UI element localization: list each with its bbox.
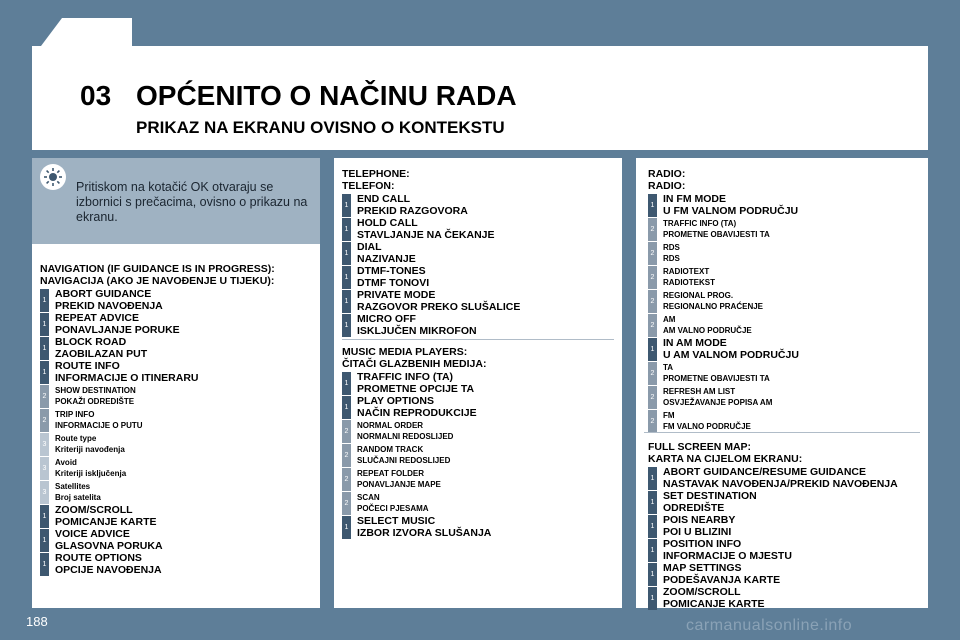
menu-item bbox=[342, 444, 491, 467]
menu-item-line: SHOW DESTINATION bbox=[55, 386, 136, 395]
menu-item-line: NORMAL ORDER bbox=[357, 421, 424, 430]
menu-item-line: U AM VALNOM PODRUČJU bbox=[663, 348, 799, 361]
level-badge: 2 bbox=[648, 290, 657, 313]
level-badge: 2 bbox=[342, 468, 351, 491]
page-number: 188 bbox=[26, 614, 48, 629]
menu-item bbox=[648, 242, 799, 265]
section-title-line: NAVIGATION (IF GUIDANCE IS IN PROGRESS): bbox=[40, 263, 275, 275]
menu-item bbox=[342, 492, 491, 515]
level-badge: 3 bbox=[40, 481, 49, 504]
menu-item bbox=[40, 553, 275, 576]
menu-item-line: ODREDIŠTE bbox=[663, 501, 725, 514]
menu-item-text bbox=[351, 314, 477, 337]
menu-item-line: Route type bbox=[55, 434, 97, 443]
menu-item-text bbox=[351, 445, 450, 466]
chapter-number: 03 bbox=[80, 80, 112, 111]
menu-item-text bbox=[657, 467, 898, 490]
menu-item-line: REPEAT ADVICE bbox=[55, 312, 140, 324]
level-badge: 2 bbox=[648, 410, 657, 433]
sun-icon bbox=[40, 164, 66, 190]
menu-item bbox=[648, 290, 799, 313]
menu-item bbox=[648, 515, 898, 538]
menu-item bbox=[342, 372, 491, 395]
level-badge: 2 bbox=[40, 385, 49, 408]
menu-item bbox=[342, 516, 491, 539]
menu-item-line: ZOOM/SCROLL bbox=[55, 504, 133, 516]
section-music bbox=[342, 346, 491, 539]
menu-item-text bbox=[351, 266, 429, 289]
menu-item-line: VOICE ADVICE bbox=[55, 528, 130, 540]
menu-item-line: PODEŠAVANJA KARTE bbox=[663, 573, 781, 586]
menu-item bbox=[648, 410, 799, 433]
menu-item-line: PREKID RAZGOVORA bbox=[357, 204, 468, 217]
menu-item bbox=[648, 386, 799, 409]
level-badge: 1 bbox=[40, 553, 49, 576]
page-subtitle: PRIKAZ NA EKRANU OVISNO O KONTEKSTU bbox=[136, 118, 505, 137]
menu-item-text bbox=[657, 267, 715, 288]
menu-item-line: HOLD CALL bbox=[357, 217, 418, 229]
menu-item bbox=[40, 385, 275, 408]
section-title-line: KARTA NA CIJELOM EKRANU: bbox=[648, 453, 803, 465]
menu-item-line: INFORMACIJE O ITINERARU bbox=[55, 371, 199, 384]
level-badge: 2 bbox=[342, 444, 351, 467]
menu-item bbox=[40, 337, 275, 360]
menu-item bbox=[648, 218, 799, 241]
section-telephone bbox=[342, 168, 520, 337]
menu-item bbox=[40, 529, 275, 552]
section-title-line: FULL SCREEN MAP: bbox=[648, 441, 752, 453]
menu-item-line: PROMETNE OPCIJE TA bbox=[357, 382, 475, 395]
menu-item-line: REGIONALNO PRAĆENJE bbox=[663, 301, 764, 311]
menu-item-line: MAP SETTINGS bbox=[663, 562, 742, 574]
menu-item bbox=[648, 467, 898, 490]
menu-item-text bbox=[657, 291, 763, 312]
menu-item-text bbox=[351, 421, 453, 442]
menu-item bbox=[648, 338, 799, 361]
menu-item-line: POIS NEARBY bbox=[663, 514, 736, 526]
menu-item-text bbox=[657, 338, 799, 361]
menu-item-text bbox=[351, 194, 468, 217]
menu-item-line: RDS bbox=[663, 253, 680, 263]
level-badge: 1 bbox=[342, 396, 351, 419]
menu-item-text bbox=[49, 458, 126, 479]
menu-item bbox=[40, 313, 275, 336]
level-badge: 2 bbox=[648, 386, 657, 409]
menu-item-text bbox=[657, 315, 752, 336]
section-title-line: MUSIC MEDIA PLAYERS: bbox=[342, 346, 468, 358]
menu-item bbox=[648, 194, 799, 217]
menu-item bbox=[40, 289, 275, 312]
menu-item-text bbox=[657, 194, 798, 217]
menu-item-line: END CALL bbox=[357, 193, 411, 205]
level-badge: 1 bbox=[648, 194, 657, 217]
menu-item-line: RANDOM TRACK bbox=[357, 445, 424, 454]
section-title-line: TELEPHONE: bbox=[342, 168, 410, 180]
menu-item-line: Broj satelita bbox=[55, 492, 101, 502]
menu-item bbox=[40, 481, 275, 504]
menu-item-text bbox=[657, 219, 770, 240]
tip-text: Pritiskom na kotačić OK otvaraju se izbornici s prečacima, ovisno o prikazu na ekranu. bbox=[76, 180, 308, 224]
menu-item-line: STAVLJANJE NA ČEKANJE bbox=[357, 228, 495, 241]
menu-item bbox=[648, 491, 898, 514]
menu-item-text bbox=[351, 396, 477, 419]
level-badge: 2 bbox=[648, 242, 657, 265]
menu-item-line: PRIVATE MODE bbox=[357, 289, 436, 301]
menu-item-line: IZBOR IZVORA SLUŠANJA bbox=[357, 526, 492, 539]
menu-item-line: POMICANJE KARTE bbox=[663, 597, 765, 610]
menu-item bbox=[40, 457, 275, 480]
section-title-line: TELEFON: bbox=[342, 180, 395, 192]
level-badge: 2 bbox=[342, 420, 351, 443]
menu-item-line: TRAFFIC INFO (TA) bbox=[357, 371, 454, 383]
level-badge: 3 bbox=[40, 433, 49, 456]
menu-item-text bbox=[351, 242, 416, 265]
menu-item-text bbox=[49, 337, 147, 360]
menu-item-line: ZAOBILAZAN PUT bbox=[55, 347, 148, 360]
level-badge: 1 bbox=[40, 361, 49, 384]
menu-item-text bbox=[49, 482, 101, 503]
menu-item-text bbox=[351, 372, 474, 395]
menu-item-line: DIAL bbox=[357, 241, 382, 253]
menu-item-line: PROMETNE OBAVIJESTI TA bbox=[663, 229, 770, 239]
menu-item-text bbox=[49, 361, 199, 384]
menu-item-line: FM VALNO PODRUČJE bbox=[663, 421, 751, 431]
menu-item-text bbox=[49, 386, 136, 407]
menu-item bbox=[40, 361, 275, 384]
menu-item-line: RDS bbox=[663, 243, 680, 252]
section-title-line: NAVIGACIJA (AKO JE NAVOĐENJE U TIJEKU): bbox=[40, 275, 275, 287]
level-badge: 1 bbox=[342, 218, 351, 241]
menu-item-line: RADIOTEKST bbox=[663, 277, 715, 287]
section-title bbox=[342, 346, 491, 370]
menu-item-line: Kriteriji navođenja bbox=[55, 444, 125, 454]
menu-item-line: REFRESH AM LIST bbox=[663, 387, 736, 396]
menu-item-line: FM bbox=[663, 411, 675, 420]
menu-item-text bbox=[657, 491, 757, 514]
level-badge: 1 bbox=[40, 313, 49, 336]
menu-item-line: PREKID NAVOĐENJA bbox=[55, 299, 163, 312]
menu-item-line: RADIOTEXT bbox=[663, 267, 710, 276]
menu-item-line: AM bbox=[663, 315, 676, 324]
menu-item-text bbox=[351, 218, 495, 241]
menu-item-text bbox=[49, 529, 163, 552]
level-badge: 2 bbox=[648, 362, 657, 385]
menu-item-text bbox=[351, 290, 520, 313]
menu-item-line: ISKLJUČEN MIKROFON bbox=[357, 324, 477, 337]
menu-item-line: NASTAVAK NAVOĐENJA/PREKID NAVOĐENJA bbox=[663, 477, 898, 490]
menu-item-line: ABORT GUIDANCE bbox=[55, 288, 152, 300]
level-badge: 1 bbox=[648, 515, 657, 538]
section-radio bbox=[648, 168, 799, 433]
menu-item-line: OPCIJE NAVOĐENJA bbox=[55, 563, 162, 576]
menu-item-line: PLAY OPTIONS bbox=[357, 395, 435, 407]
level-badge: 2 bbox=[40, 409, 49, 432]
menu-item bbox=[342, 396, 491, 419]
menu-item-text bbox=[657, 243, 680, 264]
menu-item-text bbox=[49, 313, 180, 336]
menu-item bbox=[342, 420, 491, 443]
level-badge: 1 bbox=[648, 491, 657, 514]
section-title bbox=[648, 168, 799, 192]
menu-item-text bbox=[657, 587, 765, 610]
menu-item bbox=[342, 266, 520, 289]
menu-item bbox=[342, 468, 491, 491]
menu-item-text bbox=[657, 363, 770, 384]
menu-item-line: ROUTE OPTIONS bbox=[55, 552, 142, 564]
menu-item bbox=[648, 539, 898, 562]
menu-item-line: Satellites bbox=[55, 482, 91, 491]
menu-item bbox=[648, 266, 799, 289]
menu-item bbox=[40, 409, 275, 432]
level-badge: 1 bbox=[40, 337, 49, 360]
menu-item bbox=[342, 242, 520, 265]
menu-item bbox=[648, 362, 799, 385]
menu-item bbox=[648, 587, 898, 610]
menu-item-line: POMICANJE KARTE bbox=[55, 515, 157, 528]
menu-item-text bbox=[657, 411, 751, 432]
menu-item-line: MICRO OFF bbox=[357, 313, 416, 325]
level-badge: 2 bbox=[648, 218, 657, 241]
menu-item-text bbox=[49, 434, 125, 455]
menu-item-text bbox=[657, 539, 792, 562]
menu-item-line: NAČIN REPRODUKCIJE bbox=[357, 406, 477, 419]
level-badge: 2 bbox=[648, 314, 657, 337]
menu-item bbox=[40, 433, 275, 456]
menu-item-line: PROMETNE OBAVIJESTI TA bbox=[663, 373, 770, 383]
menu-item-line: TA bbox=[663, 363, 674, 372]
menu-item-text bbox=[49, 505, 157, 528]
level-badge: 1 bbox=[40, 505, 49, 528]
menu-item bbox=[342, 194, 520, 217]
level-badge: 1 bbox=[648, 539, 657, 562]
level-badge: 1 bbox=[342, 372, 351, 395]
menu-item bbox=[40, 505, 275, 528]
level-badge: 1 bbox=[648, 563, 657, 586]
menu-item-text bbox=[351, 516, 491, 539]
menu-item-line: DTMF TONOVI bbox=[357, 276, 430, 289]
menu-item bbox=[342, 290, 520, 313]
menu-item-line: SELECT MUSIC bbox=[357, 515, 436, 527]
level-badge: 1 bbox=[342, 242, 351, 265]
menu-item-line: AM VALNO PODRUČJE bbox=[663, 325, 752, 335]
menu-item-line: POI U BLIZINI bbox=[663, 525, 732, 538]
menu-item-text bbox=[49, 410, 143, 431]
menu-item bbox=[648, 314, 799, 337]
menu-item-line: POKAŽI ODREDIŠTE bbox=[55, 396, 135, 406]
level-badge: 1 bbox=[648, 338, 657, 361]
menu-item-line: ROUTE INFO bbox=[55, 360, 120, 372]
level-badge: 1 bbox=[40, 289, 49, 312]
menu-item-text bbox=[49, 289, 163, 312]
watermark: carmanualsonline.info bbox=[686, 617, 853, 634]
menu-item-line: OSVJEŽAVANJE POPISA AM bbox=[663, 397, 773, 407]
level-badge: 1 bbox=[342, 290, 351, 313]
level-badge: 3 bbox=[40, 457, 49, 480]
divider-right bbox=[644, 432, 920, 433]
section-title-line: ČITAČI GLAZBENIH MEDIJA: bbox=[342, 358, 487, 370]
menu-item-line: RAZGOVOR PREKO SLUŠALICE bbox=[357, 300, 521, 313]
level-badge: 1 bbox=[342, 194, 351, 217]
menu-item-line: NORMALNI REDOSLIJED bbox=[357, 431, 454, 441]
menu-item-line: INFORMACIJE O PUTU bbox=[55, 420, 143, 430]
menu-item-line: POSITION INFO bbox=[663, 538, 742, 550]
menu-item-line: REGIONAL PROG. bbox=[663, 291, 734, 300]
menu-item-text bbox=[657, 387, 772, 408]
menu-item-line: NAZIVANJE bbox=[357, 252, 416, 265]
menu-item-text bbox=[657, 515, 735, 538]
menu-item bbox=[648, 563, 898, 586]
section-title bbox=[40, 263, 275, 287]
menu-item-line: BLOCK ROAD bbox=[55, 336, 127, 348]
menu-item-line: DTMF-TONES bbox=[357, 265, 426, 277]
menu-item-line: Kriteriji isključenja bbox=[55, 468, 127, 478]
menu-item-line: U FM VALNOM PODRUČJU bbox=[663, 204, 799, 217]
menu-item-line: SLUČAJNI REDOSLIJED bbox=[357, 455, 451, 465]
section-title bbox=[342, 168, 520, 192]
level-badge: 1 bbox=[342, 266, 351, 289]
divider-middle bbox=[342, 339, 614, 340]
level-badge: 1 bbox=[648, 467, 657, 490]
menu-item-line: ZOOM/SCROLL bbox=[663, 586, 741, 598]
level-badge: 1 bbox=[648, 587, 657, 610]
menu-item-line: Avoid bbox=[55, 458, 77, 467]
menu-item-text bbox=[351, 469, 441, 490]
menu-item-line: SCAN bbox=[357, 493, 380, 502]
menu-item-line: REPEAT FOLDER bbox=[357, 469, 424, 478]
section-title bbox=[648, 441, 898, 465]
menu-item-line: IN AM MODE bbox=[663, 337, 727, 349]
tip-box bbox=[32, 158, 320, 244]
menu-item-line: TRAFFIC INFO (TA) bbox=[663, 219, 737, 228]
menu-item-text bbox=[657, 563, 780, 586]
level-badge: 1 bbox=[342, 516, 351, 539]
page-title: OPĆENITO O NAČINU RADA bbox=[136, 80, 517, 111]
menu-item-line: PONAVLJANJE MAPE bbox=[357, 479, 441, 489]
section-title-line: RADIO: bbox=[648, 180, 686, 192]
level-badge: 1 bbox=[342, 314, 351, 337]
menu-item-line: POČECI PJESAMA bbox=[357, 503, 429, 513]
menu-item-text bbox=[351, 493, 429, 514]
level-badge: 1 bbox=[40, 529, 49, 552]
level-badge: 2 bbox=[648, 266, 657, 289]
section-title-line: RADIO: bbox=[648, 168, 686, 180]
section-fullmap bbox=[648, 441, 898, 610]
menu-item-line: INFORMACIJE O MJESTU bbox=[663, 549, 792, 562]
menu-item-line: GLASOVNA PORUKA bbox=[55, 539, 163, 552]
level-badge: 2 bbox=[342, 492, 351, 515]
menu-item-line: ABORT GUIDANCE/RESUME GUIDANCE bbox=[663, 466, 867, 478]
menu-item bbox=[342, 218, 520, 241]
menu-item-line: IN FM MODE bbox=[663, 193, 726, 205]
section-navigation bbox=[40, 263, 275, 576]
menu-item-line: PONAVLJANJE PORUKE bbox=[55, 323, 180, 336]
menu-item-text bbox=[49, 553, 162, 576]
menu-item bbox=[342, 314, 520, 337]
menu-item-line: SET DESTINATION bbox=[663, 490, 757, 502]
menu-item-line: TRIP INFO bbox=[55, 410, 95, 419]
